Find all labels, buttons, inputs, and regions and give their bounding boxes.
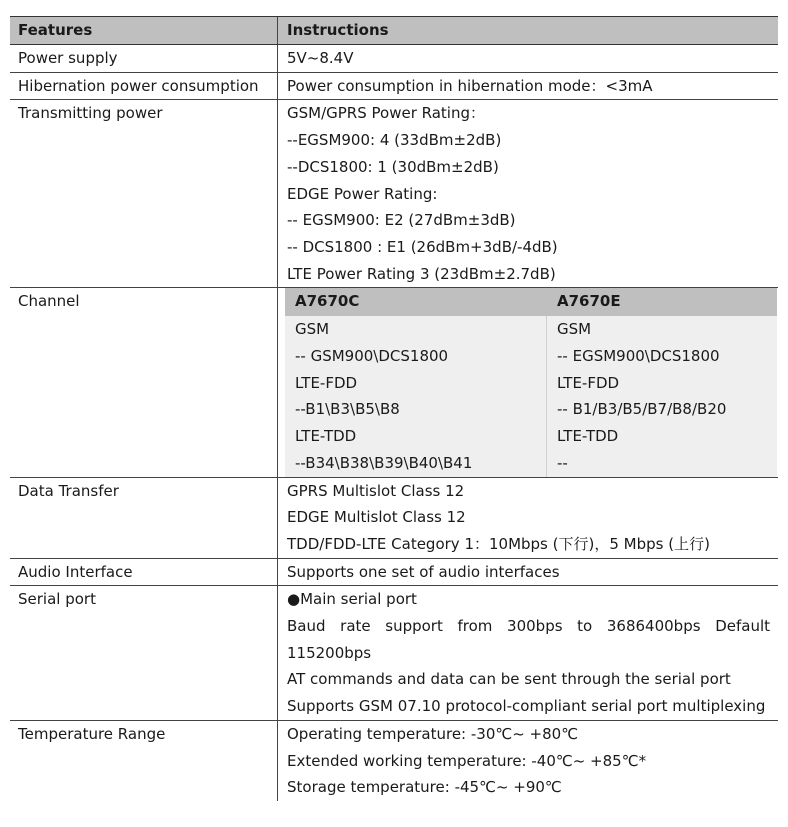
instruction-cell: [278, 478, 778, 558]
instruction-cell: [278, 45, 778, 72]
instruction-line: TDD/FDD-LTE Category 1：10Mbps (下行)，5 Mbps (上行): [287, 534, 710, 553]
feature-cell: Audio Interface: [10, 559, 278, 586]
instruction-line: 5V~8.4V: [287, 49, 354, 67]
instruction-cell: [278, 559, 778, 586]
table-row: [10, 73, 778, 101]
feature-cell: Channel: [10, 288, 278, 476]
instruction-line: Baud rate support from 300bps to 3686400bps Default: [287, 617, 770, 636]
instruction-line: GSM/GPRS Power Rating：: [287, 104, 486, 123]
instruction-cell: [278, 73, 778, 100]
instruction-line: AT commands and data can be sent through the serial port: [287, 670, 731, 689]
band-line: -- EGSM900\DCS1800: [557, 347, 720, 366]
instruction-line: Power consumption in hibernation mode：<3mA: [287, 76, 653, 95]
instruction-line: Supports one set of audio interfaces: [287, 562, 560, 581]
model-bands-a7670c: [285, 316, 547, 476]
instruction-line: --DCS1800: 1 (30dBm±2dB): [287, 157, 499, 176]
band-line: -- GSM900\DCS1800: [295, 347, 449, 366]
table-row: [10, 288, 778, 477]
band-line: --B34\B38\B39\B40\B41: [295, 453, 473, 472]
instruction-cell: [278, 100, 778, 287]
table-row: [10, 721, 778, 801]
instruction-line: EDGE Power Rating:: [287, 184, 438, 203]
header-instructions: Instructions: [287, 21, 389, 39]
table-row: [10, 586, 778, 721]
table-row: [10, 478, 778, 559]
band-line: -- B1/B3/B5/B7/B8/B20: [557, 400, 727, 419]
instruction-cell: [278, 586, 778, 720]
instruction-line: EDGE Multislot Class 12: [287, 508, 466, 527]
instruction-line: GPRS Multislot Class 12: [287, 481, 465, 500]
model-name-a7670e: A7670E: [557, 292, 621, 311]
instruction-line: Extended working temperature: -40℃~ +85℃*: [287, 751, 647, 770]
model-name-a7670c: A7670C: [295, 292, 360, 311]
band-line: GSM: [295, 320, 330, 339]
instruction-line: Storage temperature: -45℃~ +90℃: [287, 778, 562, 797]
band-line: LTE-TDD: [557, 427, 619, 446]
table-row: [10, 100, 778, 288]
instruction-line: ●Main serial port: [287, 590, 417, 609]
spec-table: [10, 16, 778, 801]
band-line: LTE-FDD: [295, 373, 358, 392]
feature-cell: Power supply: [10, 45, 278, 72]
instruction-line: -- EGSM900: E2 (27dBm±3dB): [287, 211, 516, 230]
band-line: GSM: [557, 320, 592, 339]
channel-subtable-header: [285, 288, 777, 316]
instruction-line: -- DCS1800 : E1 (26dBm+3dB/-4dB): [287, 237, 558, 256]
channel-subtable: [285, 288, 777, 476]
band-line: LTE-FDD: [557, 373, 620, 392]
feature-cell: Hibernation power consumption: [10, 73, 278, 100]
band-line: LTE-TDD: [295, 427, 357, 446]
instruction-cell: [278, 721, 778, 801]
feature-cell: Data Transfer: [10, 478, 278, 558]
band-line: --B1\B3\B5\B8: [295, 400, 400, 419]
instruction-line: 115200bps: [287, 643, 372, 662]
table-row: [10, 559, 778, 587]
instruction-line: Supports GSM 07.10 protocol-compliant serial port multiplexing: [287, 697, 766, 716]
band-line: --: [557, 453, 568, 472]
feature-cell: Transmitting power: [10, 100, 278, 287]
table-row: [10, 45, 778, 73]
instruction-line: LTE Power Rating 3 (23dBm±2.7dB): [287, 264, 556, 283]
channel-subtable-body: [285, 316, 777, 476]
feature-cell: Temperature Range: [10, 721, 278, 801]
table-header: [10, 16, 778, 45]
model-bands-a7670e: [547, 316, 777, 476]
header-features: Features: [10, 17, 278, 44]
instruction-cell: [278, 288, 778, 476]
instruction-line: --EGSM900: 4 (33dBm±2dB): [287, 131, 502, 150]
feature-cell: Serial port: [10, 586, 278, 720]
instruction-line: Operating temperature: -30℃~ +80℃: [287, 724, 579, 743]
